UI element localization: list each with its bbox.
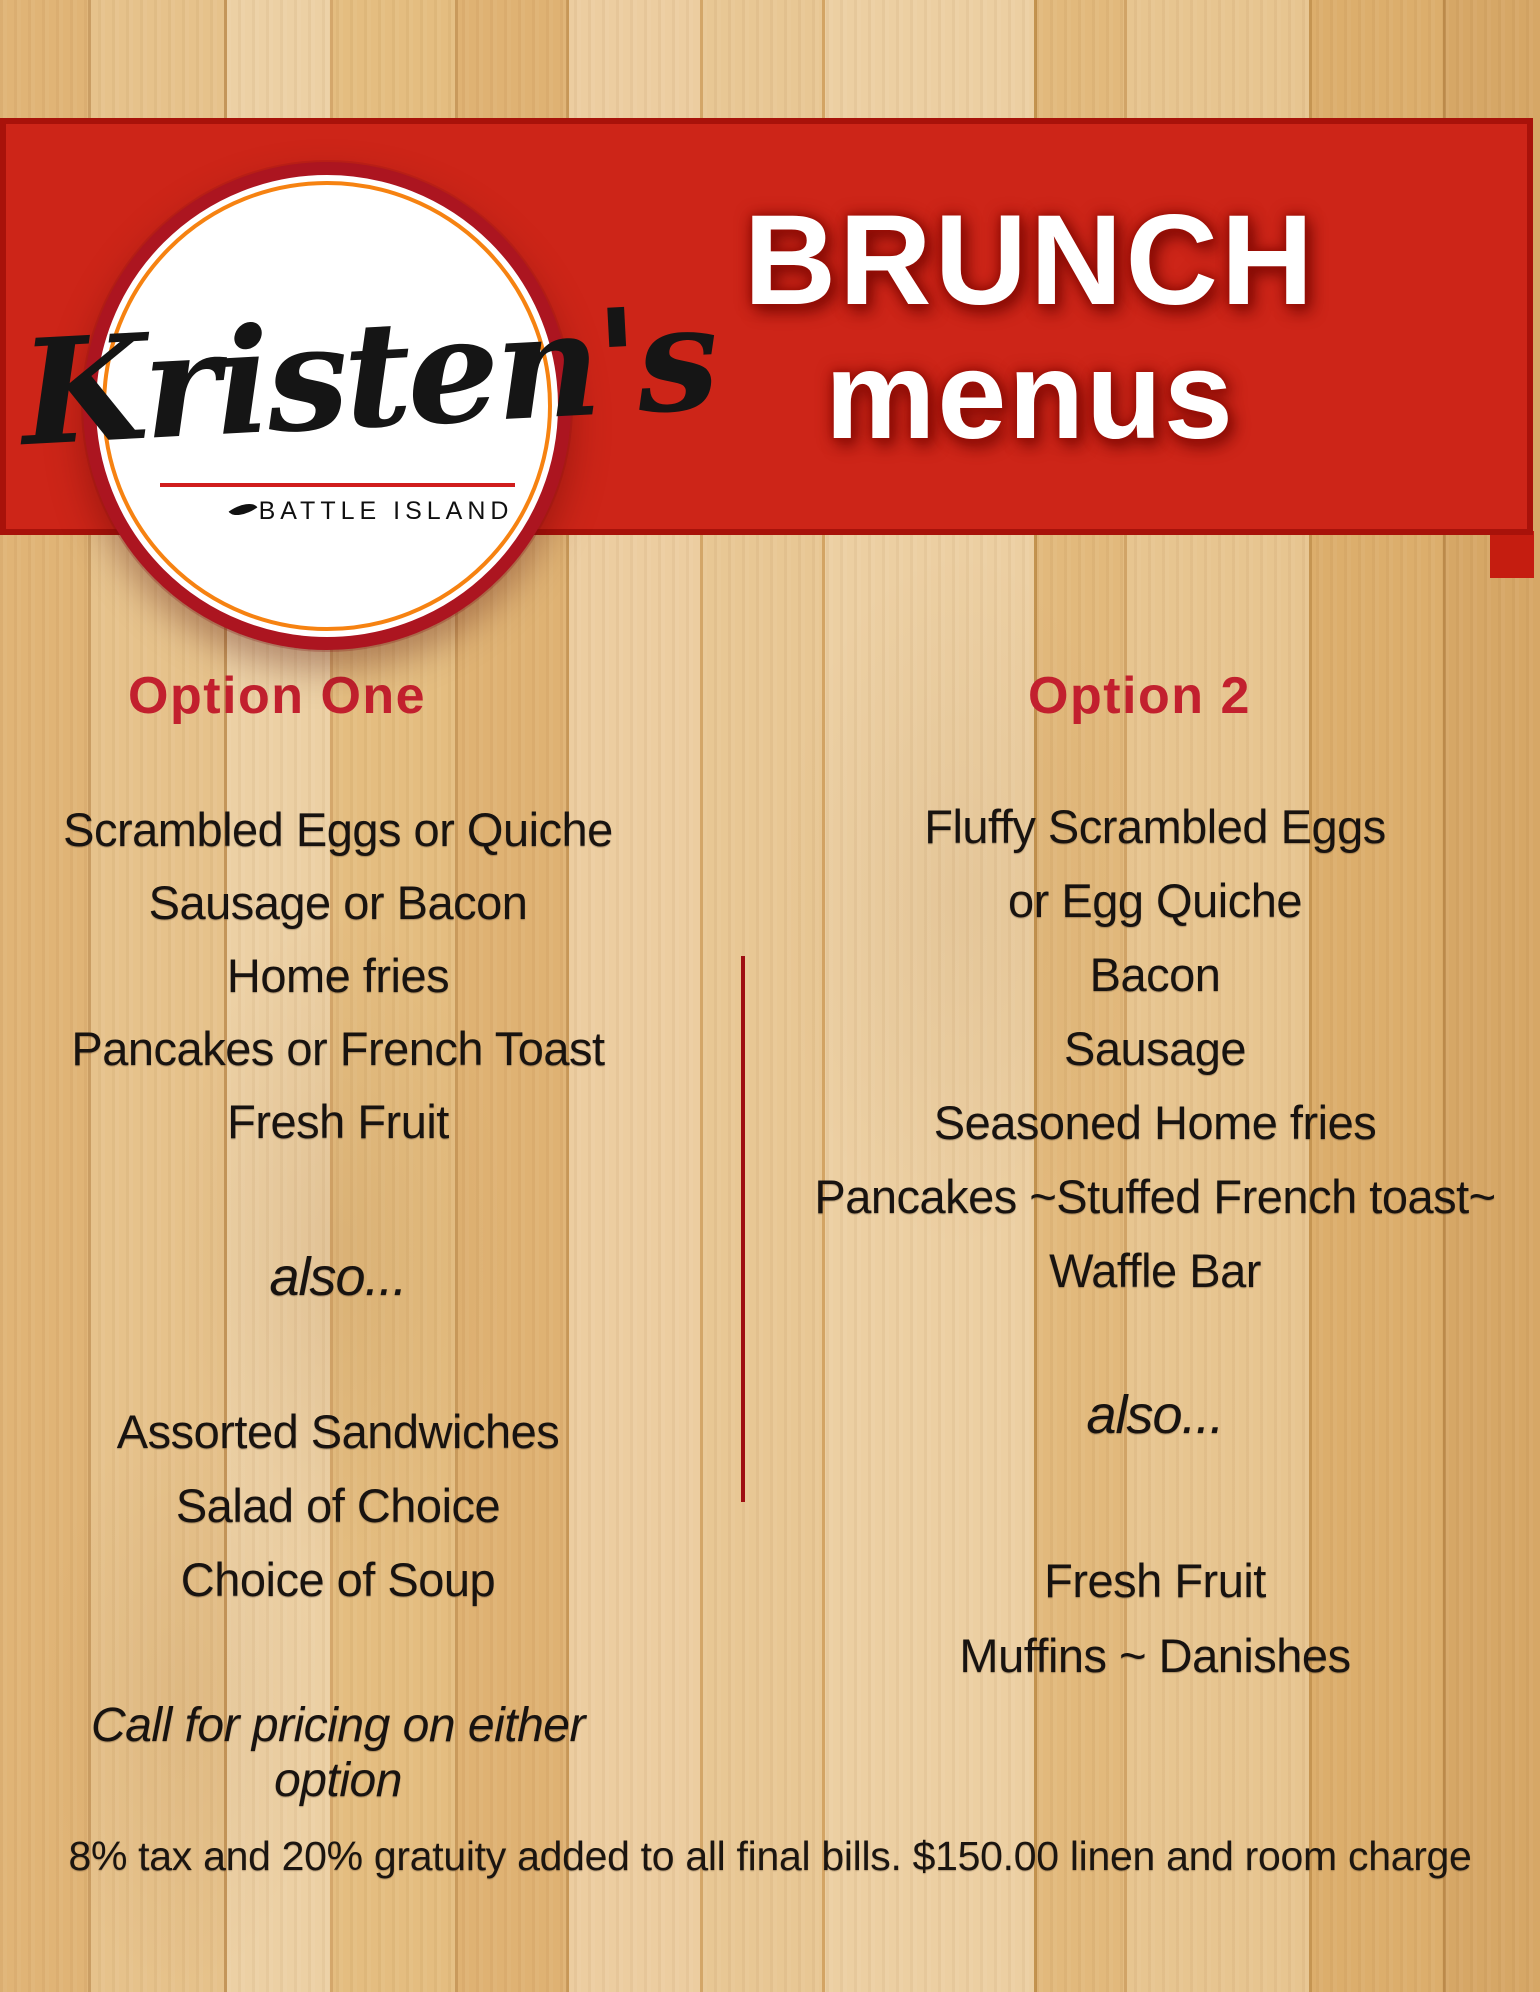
column-divider-line [741, 956, 745, 1502]
pricing-note: Call for pricing on either option [91, 1699, 585, 1807]
menu-item: Home fries [226, 949, 450, 1002]
option-two-heading: Option 2 [1028, 667, 1251, 725]
logo-divider-rule [160, 483, 515, 487]
menu-item: Fresh Fruit [1044, 1554, 1266, 1607]
menu-item: Scrambled Eggs or Quiche [63, 803, 613, 856]
option-one-also-items [38, 1395, 638, 1617]
tax-gratuity-footnote: 8% tax and 20% gratuity added to all final bills. $150.00 linen and room charge [68, 1833, 1472, 1879]
option-two-also-label: also... [1086, 1385, 1224, 1445]
menu-item: Pancakes or French Toast [71, 1022, 605, 1075]
menu-item: Fluffy Scrambled Eggs [924, 800, 1386, 853]
option-one-main-items [38, 793, 638, 1158]
menu-item: Assorted Sandwiches [116, 1405, 560, 1458]
logo-brand-name: Kristen's [16, 273, 719, 480]
menu-item: Sausage or Bacon [148, 876, 528, 929]
menu-item: Sausage [1063, 1022, 1247, 1075]
menu-item: Seasoned Home fries [933, 1096, 1377, 1149]
option-two-main-items [765, 790, 1540, 1308]
restaurant-logo [16, 162, 719, 650]
menu-item: Muffins ~ Danishes [959, 1629, 1351, 1682]
banner-corner-tab [1490, 531, 1534, 578]
option-one-heading: Option One [128, 667, 427, 725]
menu-item: Salad of Choice [175, 1479, 501, 1532]
option-two-also-items [765, 1543, 1540, 1693]
logo-location-label: BATTLE ISLAND [258, 497, 514, 525]
banner-title [640, 189, 1420, 465]
banner-title-line1: BRUNCH [743, 189, 1317, 332]
menu-item: Pancakes ~Stuffed French toast~ [814, 1170, 1496, 1223]
menu-item: Waffle Bar [1049, 1244, 1261, 1297]
menu-item: Choice of Soup [180, 1553, 496, 1606]
menu-item: Bacon [1089, 948, 1221, 1001]
option-one-also-label: also... [269, 1247, 407, 1307]
menu-item: or Egg Quiche [1008, 874, 1302, 927]
menu-item: Fresh Fruit [227, 1095, 449, 1148]
banner-title-line2: menus [825, 327, 1235, 465]
